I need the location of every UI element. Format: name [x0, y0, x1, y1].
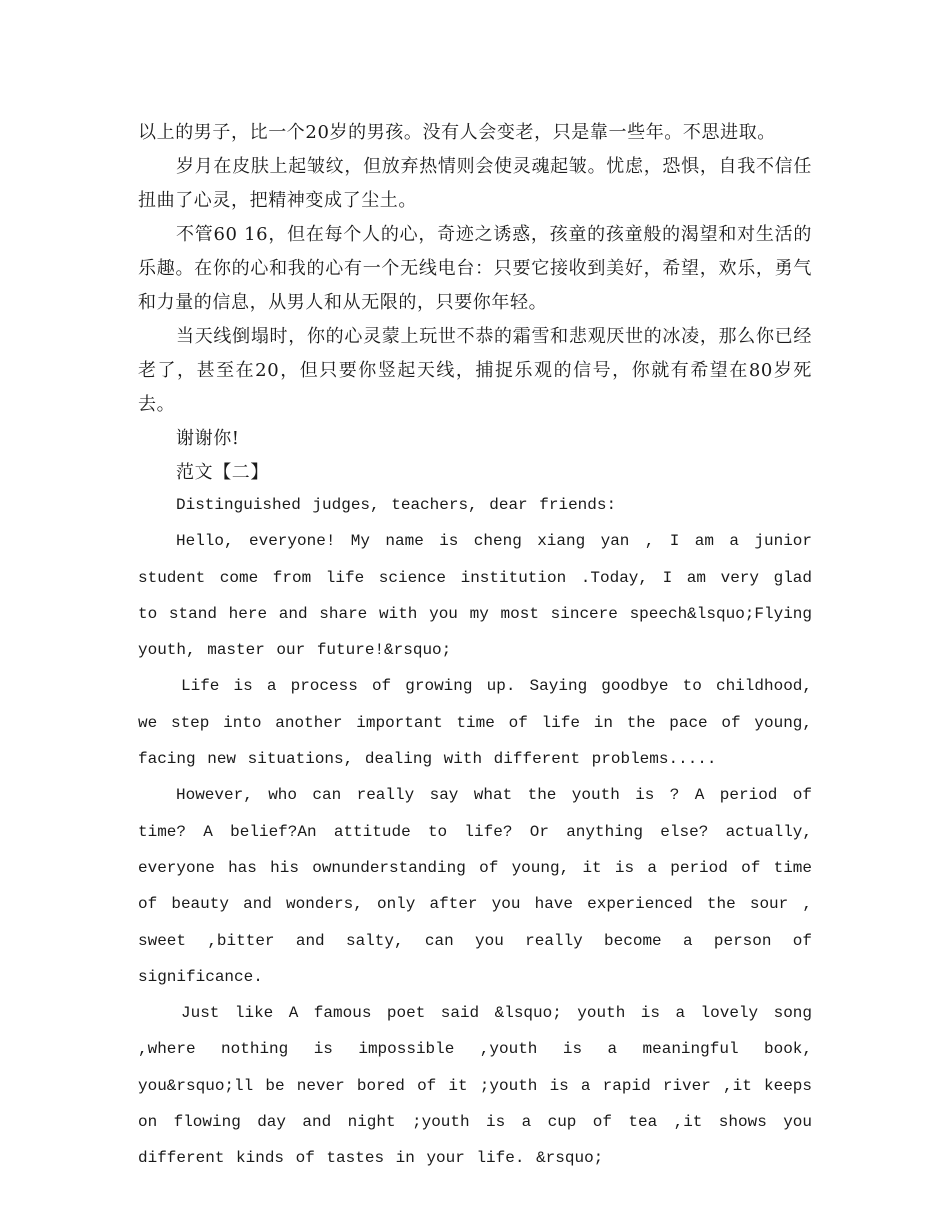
paragraph-3: 不管60 16，但在每个人的心，奇迹之诱惑，孩童的孩童般的渴望和对生活的乐趣。在你的心和我的心有一个无线电台：只要它接收到美好，希望，欢乐，勇气和力量的信息，从男人和从无限的，只要你年轻。	[138, 224, 812, 313]
paragraph-however: However, who can really say what the youth is ? A period of time? A belief?An attitude to life? Or anything else? actually, everyone has his ownunderstanding of young, it is a period of time of beauty and wonders, only after you have experienced the sour , sweet ,bitter and salty, can you really become a person of significance.	[138, 786, 812, 986]
paragraph-4: 当天线倒塌时，你的心灵蒙上玩世不恭的霜雪和悲观厌世的冰凌，那么你已经老了，甚至在20，但只要你竖起天线，捕捉乐观的信号，你就有希望在80岁死去。	[138, 326, 812, 415]
paragraph-life: Life is a process of growing up. Saying goodbye to childhood, we step into another important time of life in the pace of young, facing new situations, dealing with different problems.....	[138, 677, 812, 769]
paragraph-2: 岁月在皮肤上起皱纹，但放弃热情则会使灵魂起皱。忧虑，恐惧，自我不信任扭曲了心灵，把精神变成了尘土。	[138, 156, 812, 211]
paragraph-intro: Hello, everyone! My name is cheng xiang yan , I am a junior student come from life science institution .Today, I am very glad to stand here and share with you my most sincere speech&lsquo;Flying youth, master our future!&rsquo;	[138, 532, 812, 660]
paragraph-5: 谢谢你!	[176, 428, 240, 449]
section-heading: 范文【二】	[176, 462, 269, 483]
paragraph-poet: Just like A famous poet said &lsquo; youth is a lovely song ,where nothing is impossible ,youth is a meaningful book, you&rsquo;ll be never bored of it ;youth is a rapid river ,it keeps on flowing day and night ;youth is a cup of tea ,it shows you different kinds of tastes in your life. &rsquo;	[138, 1004, 812, 1168]
document-body	[138, 116, 812, 1177]
paragraph-salutation: Distinguished judges, teachers, dear friends:	[176, 496, 617, 514]
paragraph-1: 以上的男子，比一个20岁的男孩。没有人会变老，只是靠一些年。不思进取。	[138, 122, 776, 143]
